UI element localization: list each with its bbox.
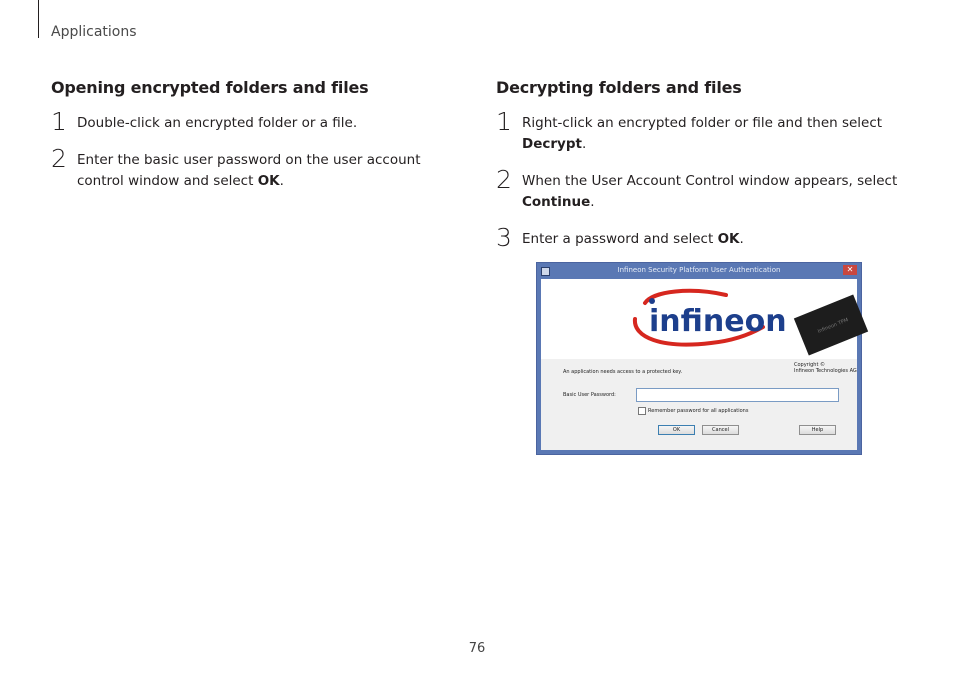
decrypting-heading: Decrypting folders and files [496, 78, 742, 97]
step-number: 2 [496, 165, 512, 194]
step-text: Enter a password and select [522, 231, 718, 247]
step-item [496, 107, 916, 155]
copyright-notice [794, 362, 857, 374]
chip-label: Infineon TPM [816, 317, 849, 335]
cancel-button[interactable]: Cancel [702, 425, 739, 435]
section-label: Applications [51, 24, 137, 40]
ok-button[interactable]: OK [658, 425, 695, 435]
step-bold: OK [717, 231, 740, 247]
opening-heading: Opening encrypted folders and files [51, 78, 369, 97]
margin-rule [38, 0, 39, 38]
right-column [496, 78, 916, 266]
step-bold: OK [257, 173, 280, 189]
help-button[interactable]: Help [799, 425, 836, 435]
remember-label: Remember password for all applications [648, 408, 749, 414]
dialog-titlebar [537, 263, 861, 279]
step-text-end: . [739, 231, 744, 247]
step-number: 2 [51, 144, 67, 173]
dialog-message: An application needs access to a protected key. [563, 369, 683, 375]
step-number: 1 [51, 107, 67, 136]
step-text: Right-click an encrypted folder or file and then select [522, 115, 883, 131]
password-field[interactable] [636, 388, 839, 402]
step-text-end: . [279, 173, 284, 189]
step-item [51, 144, 461, 192]
step-text-end: . [581, 136, 587, 152]
dialog-title: Infineon Security Platform User Authentication [617, 266, 781, 274]
close-icon[interactable]: ✕ [843, 265, 857, 275]
copyright-line: Copyright © [794, 362, 826, 368]
step-text: Enter the basic user password on the user account control window and select [77, 152, 421, 189]
step-number: 1 [496, 107, 512, 136]
page-number: 76 [468, 641, 486, 656]
step-text: Double-click an encrypted folder or a file. [77, 115, 358, 131]
copyright-line: Infineon Technologies AG [794, 368, 857, 374]
remember-password-option[interactable] [638, 407, 748, 415]
remember-checkbox[interactable] [638, 407, 646, 415]
step-item [496, 223, 916, 252]
password-label: Basic User Password: [563, 392, 616, 398]
step-number: 3 [496, 223, 512, 252]
left-column [51, 78, 461, 208]
infineon-logo [631, 289, 787, 351]
step-bold: Decrypt [522, 136, 582, 152]
step-text-end: . [590, 194, 595, 210]
dialog-banner [541, 279, 857, 359]
step-bold: Continue [522, 194, 591, 210]
dialog-body [541, 279, 857, 450]
step-text: When the User Account Control window appears, select [522, 173, 898, 189]
step-item [496, 165, 916, 213]
authentication-dialog [536, 262, 862, 455]
step-item [51, 107, 461, 136]
logo-text: infineon [649, 304, 787, 339]
